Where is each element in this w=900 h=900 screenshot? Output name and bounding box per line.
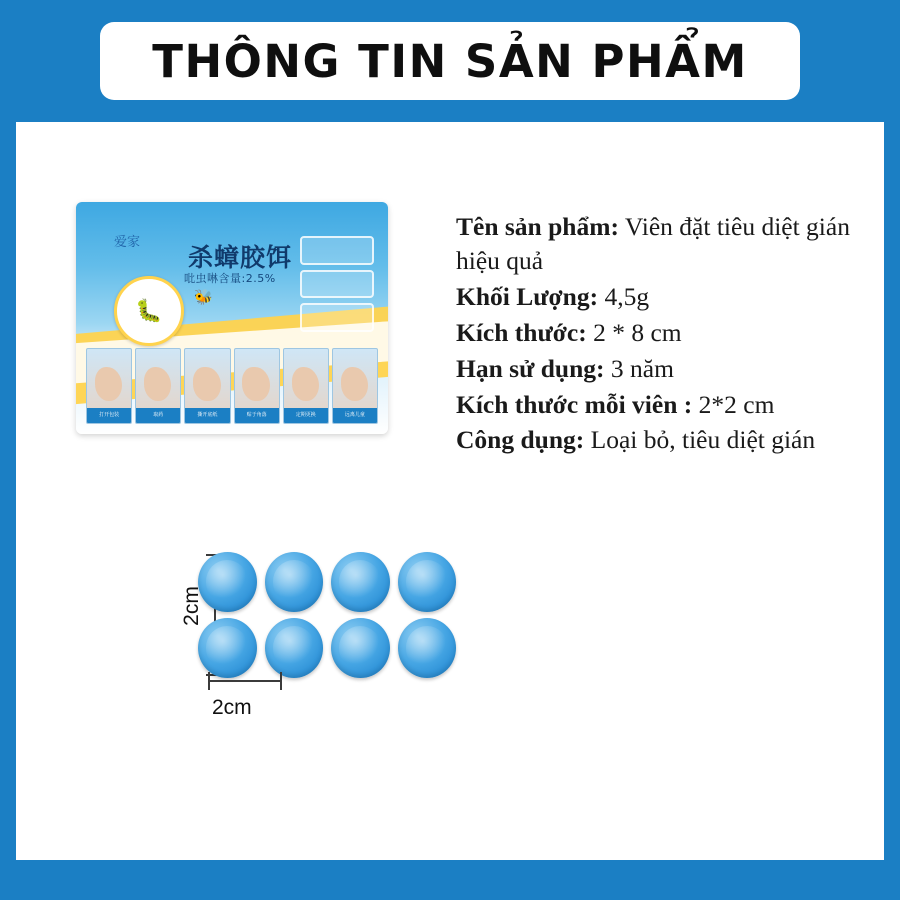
spec-value: Loại bỏ, tiêu diệt gián: [590, 425, 816, 455]
spec-row-expiry: [456, 352, 876, 386]
spec-value: 3 năm: [610, 353, 674, 383]
page-title: THÔNG TIN SẢN PHẨM: [152, 34, 748, 88]
horizontal-measure-tick: [280, 672, 282, 690]
usage-step: [135, 348, 181, 424]
footer-banner: [0, 754, 900, 900]
usage-step: [283, 348, 329, 424]
horizontal-measure-tick: [208, 672, 210, 690]
box-side-art-panel: [300, 303, 374, 332]
usage-step-caption: 取药: [136, 408, 180, 423]
box-chinese-subtitle: 吡虫啉含量:2.5%: [184, 272, 276, 285]
tablets-photo: [179, 552, 464, 719]
usage-step: [332, 348, 378, 424]
horizontal-measure-bar: [208, 680, 282, 682]
spec-value: 2 * 8 cm: [593, 317, 682, 347]
spec-label: Khối Lượng:: [456, 281, 599, 311]
usage-step: [86, 348, 132, 424]
spec-label: Kích thước mỗi viên :: [456, 389, 693, 419]
footer-white-area: [16, 754, 884, 860]
usage-step: [234, 348, 280, 424]
spec-row-usage: [456, 423, 876, 457]
spec-value: Viên đặt tiêu diệt gián hiệu quả: [456, 212, 850, 275]
spec-value: 2*2 cm: [698, 389, 775, 419]
product-photo-column: [76, 202, 406, 719]
tablet: [398, 552, 457, 612]
tablet: [198, 552, 257, 612]
tablet-grid: [198, 552, 456, 678]
spec-row-size: [456, 316, 876, 350]
spec-row-weight: [456, 280, 876, 314]
usage-step-caption: 打开包装: [87, 408, 131, 423]
spec-value: 4,5g: [604, 281, 650, 311]
usage-step-caption: 贴于角落: [235, 408, 279, 423]
product-box-face: [76, 202, 388, 434]
spec-row-product-name: [456, 210, 876, 278]
insect-icon: 🐛: [135, 298, 163, 323]
tablet: [331, 618, 390, 678]
usage-step-caption: 撕开底纸: [185, 408, 229, 423]
box-usage-steps: [86, 348, 378, 424]
tablet: [198, 618, 257, 678]
product-spec-list: [456, 210, 876, 459]
box-brand-mark: 爱家: [113, 235, 140, 250]
spec-row-tablet-size: [456, 388, 876, 422]
usage-step: [184, 348, 230, 424]
header-title-plate: [100, 22, 800, 100]
tablet: [331, 552, 390, 612]
spec-label: Kích thước:: [456, 317, 587, 347]
box-side-artwork: [300, 236, 374, 332]
spec-label: Công dụng:: [456, 425, 585, 455]
box-chinese-title: 杀蟑胶饵: [188, 243, 293, 272]
box-seal-badge: [114, 276, 184, 346]
box-side-art-panel: [300, 270, 374, 299]
header-banner: [0, 0, 900, 122]
spec-label: Hạn sử dụng:: [456, 353, 605, 383]
tablet: [265, 552, 324, 612]
product-box-image: [76, 202, 388, 442]
tablet: [398, 618, 457, 678]
usage-step-caption: 远离儿童: [333, 408, 377, 423]
horizontal-measure-guide: [200, 680, 320, 726]
horizontal-measure-label: 2cm: [212, 696, 252, 719]
content-area: [16, 122, 884, 754]
vertical-measure-label: 2cm: [179, 586, 203, 626]
tablet: [265, 618, 324, 678]
box-side-art-panel: [300, 236, 374, 265]
cockroach-icon: 🐝: [194, 289, 213, 306]
spec-label: Tên sản phẩm:: [456, 212, 619, 241]
usage-step-caption: 定期更换: [284, 408, 328, 423]
